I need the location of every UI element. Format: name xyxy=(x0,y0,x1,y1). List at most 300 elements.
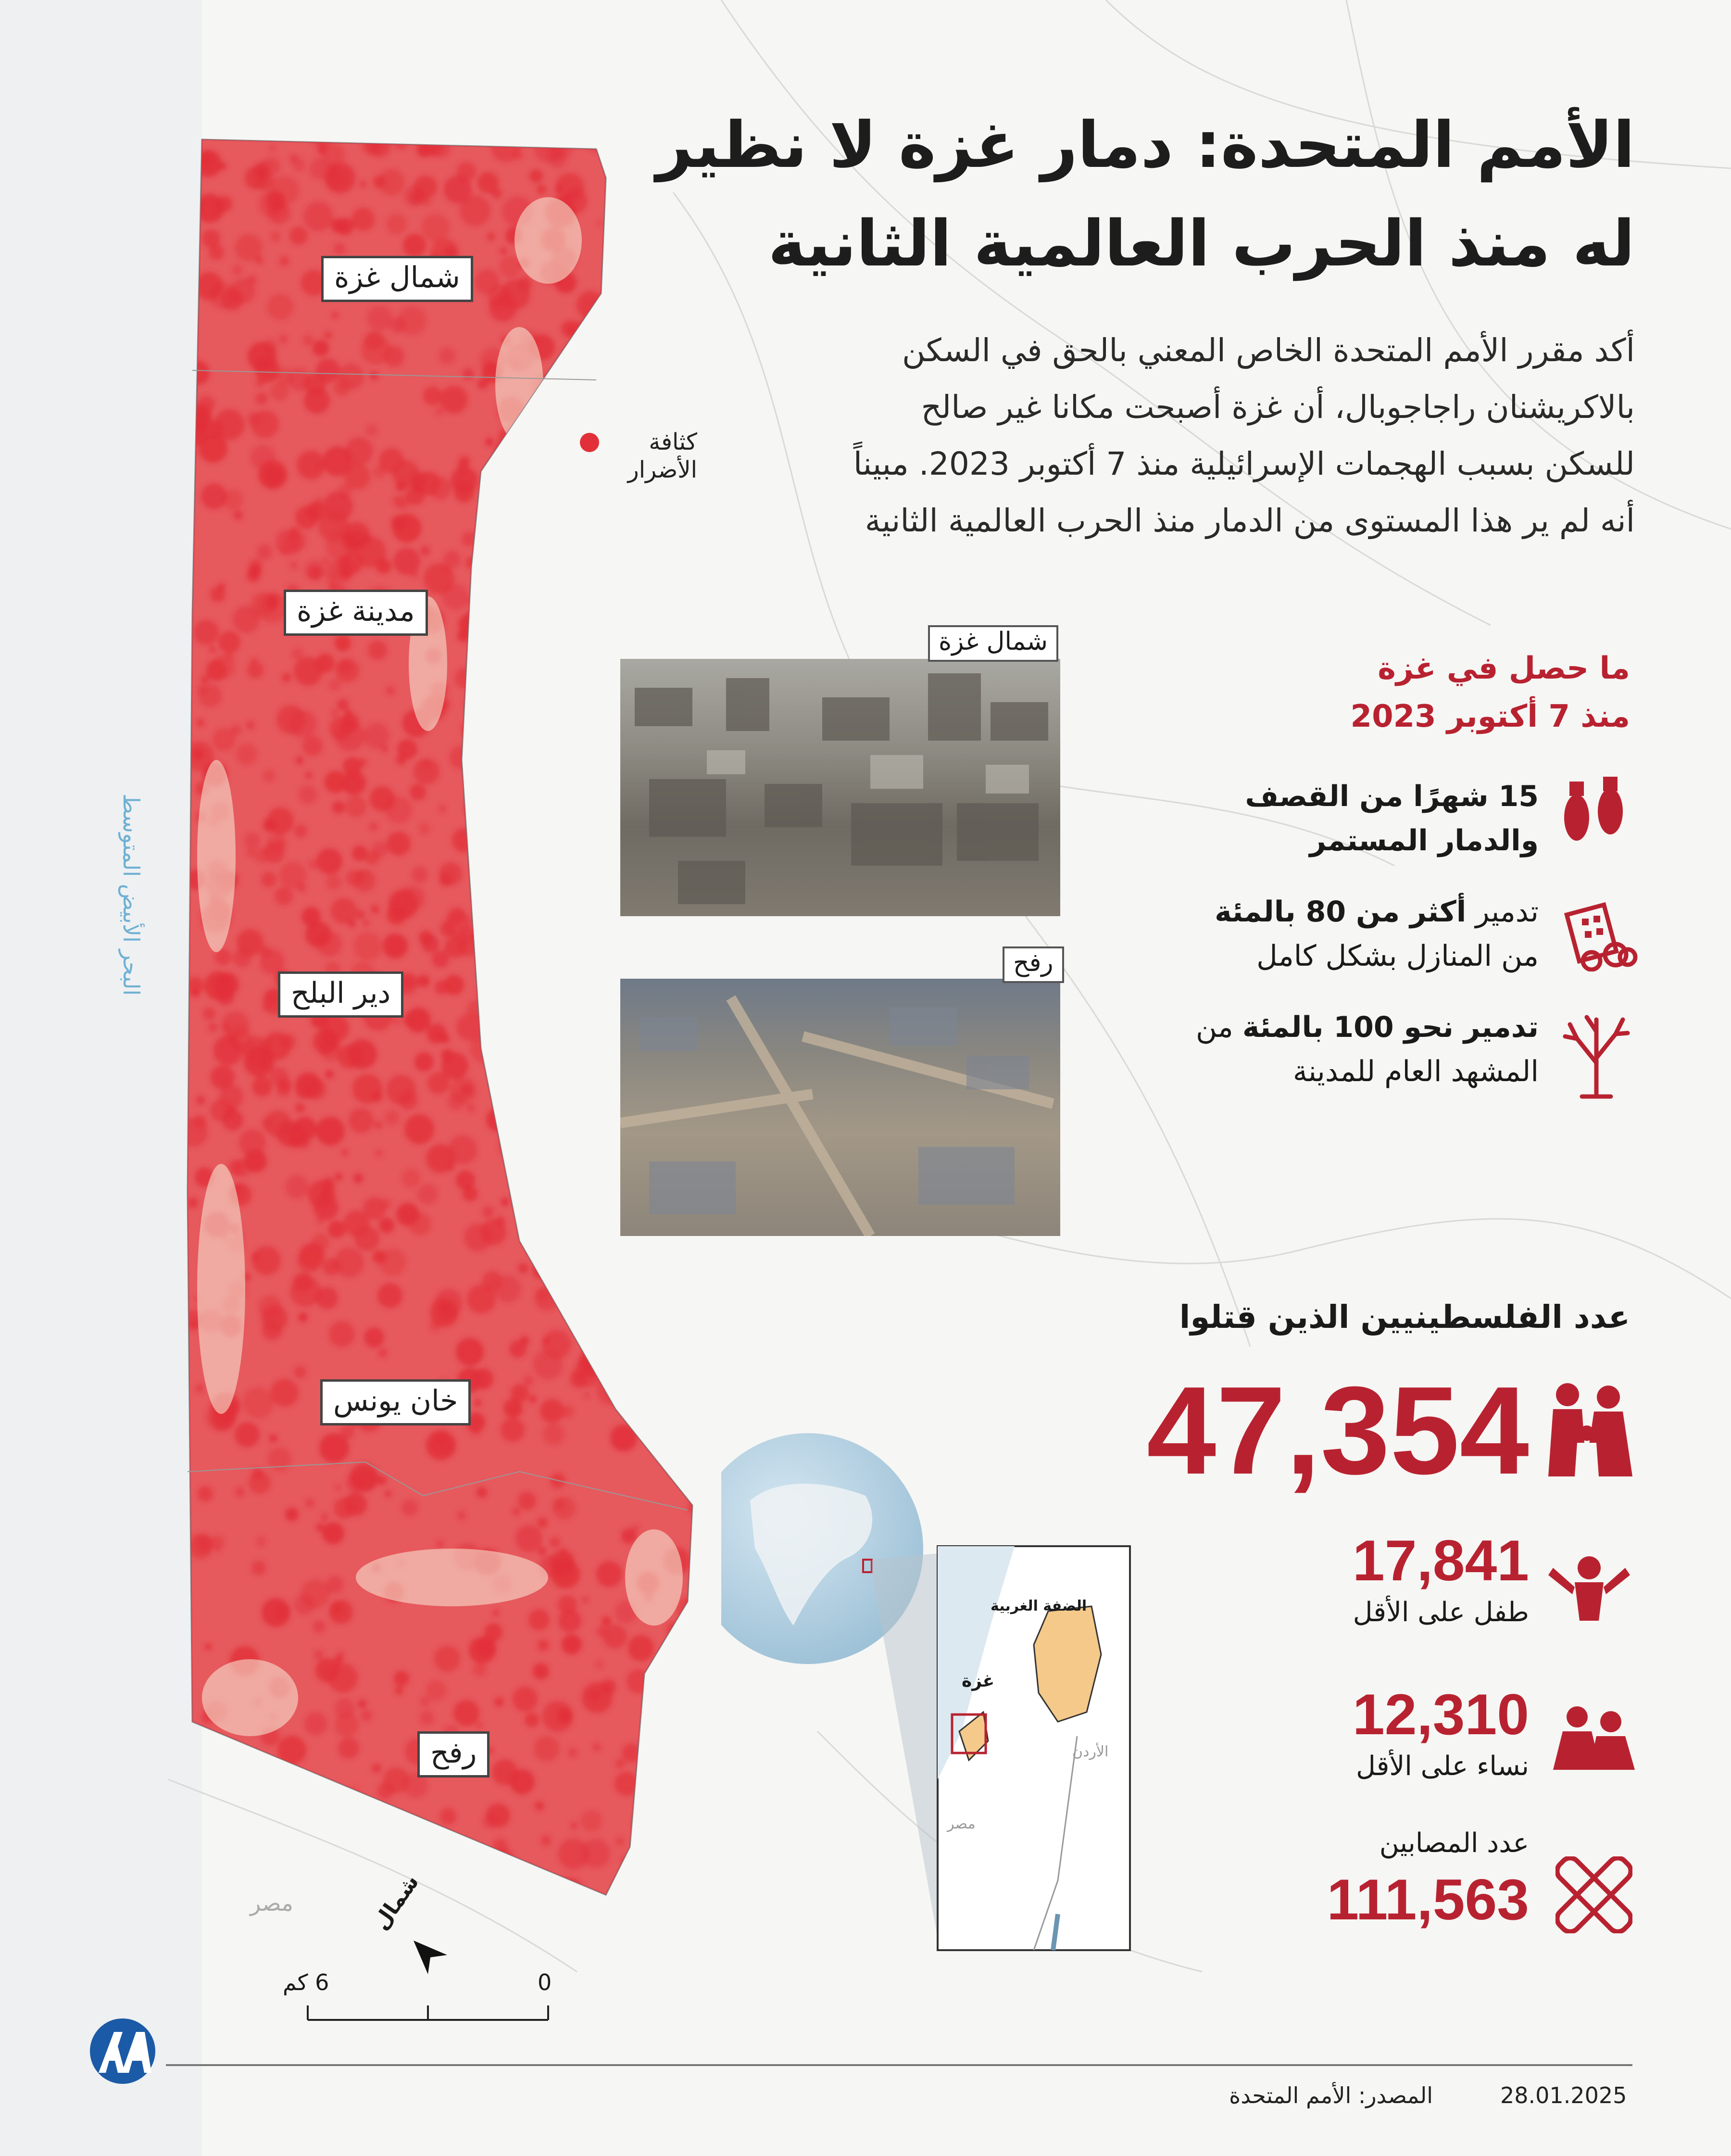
damage-dot xyxy=(335,635,351,651)
inset-egypt-label: مصر xyxy=(947,1816,976,1832)
damage-dot xyxy=(452,828,476,852)
damage-dot xyxy=(211,655,235,679)
damage-dot xyxy=(498,426,523,451)
damage-dot xyxy=(446,1872,462,1887)
damage-dot xyxy=(257,544,272,560)
damage-dot xyxy=(537,457,556,476)
damage-dot xyxy=(485,359,495,369)
damage-dot xyxy=(628,1299,640,1311)
damage-dot xyxy=(529,169,543,183)
damage-dot xyxy=(211,1065,235,1089)
damage-dot xyxy=(341,713,359,731)
damage-dot xyxy=(431,1029,445,1042)
damage-dot xyxy=(549,1551,574,1576)
damage-dot xyxy=(461,1084,473,1096)
damage-dot xyxy=(295,1103,305,1113)
damage-dot xyxy=(394,1671,409,1686)
damage-dot xyxy=(456,1171,475,1190)
damage-dot xyxy=(304,560,325,580)
damage-dot xyxy=(348,1826,364,1842)
damage-dot xyxy=(236,1838,254,1856)
damage-dot xyxy=(369,371,379,380)
damage-dot xyxy=(252,1246,281,1275)
damage-dot xyxy=(215,1546,221,1552)
damage-dot xyxy=(686,1599,693,1605)
damage-dot xyxy=(223,490,243,510)
damage-dot xyxy=(523,1375,534,1386)
damage-dot xyxy=(200,1760,214,1774)
damage-dot xyxy=(328,1221,345,1238)
damage-dot xyxy=(492,1610,499,1616)
damage-dot xyxy=(256,378,264,387)
damage-dot xyxy=(367,306,392,331)
damage-dot xyxy=(221,1780,227,1787)
damage-dot xyxy=(345,796,366,817)
damage-dot xyxy=(422,760,430,768)
damage-dot xyxy=(654,1353,668,1368)
damage-dot xyxy=(553,1233,581,1261)
damage-dot xyxy=(487,232,495,241)
damage-dot xyxy=(211,1749,238,1776)
damage-dot xyxy=(326,1576,343,1593)
damage-dot xyxy=(263,466,285,488)
damage-dot xyxy=(489,294,517,322)
damage-dot xyxy=(518,1263,528,1273)
damage-dot xyxy=(364,723,389,749)
north-arrow-icon xyxy=(409,1933,452,1977)
damage-dot xyxy=(292,648,303,660)
damage-dot xyxy=(192,167,199,174)
damage-dot xyxy=(439,873,452,886)
damage-dot xyxy=(542,442,561,461)
damage-dot xyxy=(478,839,499,860)
landscape-line-1 xyxy=(1154,1005,1539,1049)
damage-dot xyxy=(441,1049,453,1061)
damage-dot xyxy=(319,1433,349,1463)
injured-label: عدد المصابين xyxy=(1379,1828,1529,1859)
damage-dot xyxy=(481,1863,497,1879)
damage-dot xyxy=(422,1877,429,1884)
damage-dot xyxy=(303,335,314,346)
damage-dot xyxy=(404,1830,435,1861)
damage-dot xyxy=(268,1863,295,1890)
damage-dot xyxy=(554,434,564,444)
damage-dot xyxy=(261,1848,281,1868)
damage-dot xyxy=(429,137,451,158)
damage-dot xyxy=(518,1492,536,1510)
damage-dot xyxy=(346,870,362,886)
damage-dot xyxy=(277,1736,306,1765)
landscape-line-1-bold: تدمير نحو 100 بالمئة xyxy=(1242,1010,1539,1044)
damage-dot xyxy=(243,1036,270,1063)
damage-dot xyxy=(364,331,384,350)
damage-dot xyxy=(470,610,486,627)
damage-dot xyxy=(186,1789,202,1805)
damage-dot xyxy=(538,1883,561,1906)
damage-dot xyxy=(279,335,288,343)
damage-dot xyxy=(446,1161,455,1171)
damage-dot xyxy=(561,321,577,337)
intro-paragraph xyxy=(664,322,1635,549)
damage-dot xyxy=(236,744,257,765)
damage-dot xyxy=(383,933,408,958)
damage-dot xyxy=(198,1486,213,1501)
damage-dot xyxy=(677,1597,702,1622)
damage-dot xyxy=(593,1337,612,1355)
damage-dot xyxy=(301,1815,317,1831)
damage-dot xyxy=(490,971,519,999)
damage-dot xyxy=(324,331,332,340)
damage-dot xyxy=(214,409,245,440)
damage-dot xyxy=(304,1712,327,1735)
damage-dot xyxy=(315,1658,339,1682)
damage-dot xyxy=(451,467,478,494)
damage-dot xyxy=(500,247,507,255)
damage-dot xyxy=(261,872,276,887)
damage-dot xyxy=(210,587,226,602)
damage-dot xyxy=(480,1219,506,1245)
damage-dot xyxy=(332,1810,360,1838)
damage-dot xyxy=(406,486,425,505)
damage-dot xyxy=(331,898,357,924)
damage-dot xyxy=(494,1104,510,1120)
damage-dot xyxy=(482,1206,494,1218)
damage-dot xyxy=(205,1643,212,1650)
children-number: 17,841 xyxy=(1352,1528,1529,1593)
damage-dot xyxy=(255,172,275,191)
damage-dot xyxy=(479,669,493,683)
damage-dot xyxy=(216,196,232,212)
scale-bar xyxy=(298,1991,558,2030)
damage-dot xyxy=(196,1096,205,1105)
damage-dot xyxy=(364,1327,384,1348)
region-label-gaza-city: مدينة غزة xyxy=(284,590,428,636)
damage-dot xyxy=(325,560,350,585)
damage-dot xyxy=(615,1837,624,1846)
damage-dot xyxy=(410,191,423,204)
region-label-rafah: رفح xyxy=(417,1731,489,1778)
damage-dot xyxy=(316,1217,324,1224)
damage-dot xyxy=(266,191,285,211)
damage-dot xyxy=(195,272,223,300)
damage-dot xyxy=(485,936,513,964)
damage-dot xyxy=(303,202,333,231)
damage-dot xyxy=(261,1117,275,1130)
damage-dot xyxy=(534,1736,559,1761)
damage-dot xyxy=(377,1783,393,1799)
damage-dot xyxy=(424,563,454,594)
damage-dot xyxy=(504,1094,527,1116)
damage-dot xyxy=(188,1198,198,1208)
damage-dot xyxy=(477,987,487,996)
damage-dot xyxy=(251,1825,261,1834)
damage-dot xyxy=(201,483,227,509)
damage-dot xyxy=(269,144,276,151)
damage-dot xyxy=(346,1874,375,1903)
damage-dot xyxy=(343,1210,369,1236)
damage-dot xyxy=(514,458,521,465)
region-label-deir-al-balah: دير البلح xyxy=(278,971,403,1018)
damage-dot xyxy=(603,1625,627,1649)
damage-dot xyxy=(542,1701,573,1732)
title-line-1: الأمم المتحدة: دمار غزة لا نظير xyxy=(656,108,1635,182)
damage-dot xyxy=(251,1253,259,1261)
damage-dot xyxy=(305,772,312,779)
damage-dot xyxy=(355,1861,362,1868)
damage-dot xyxy=(540,1399,564,1423)
damage-dot xyxy=(308,859,318,869)
damage-dot xyxy=(298,1312,308,1322)
damage-dot xyxy=(285,1508,299,1521)
damage-dot xyxy=(387,832,411,856)
damage-dot xyxy=(542,1337,550,1345)
damage-dot xyxy=(231,725,241,735)
damage-dot xyxy=(486,1108,510,1132)
damage-dot xyxy=(475,269,500,294)
damage-dot xyxy=(537,1517,548,1528)
intro-line-2: بالاكريشنان راجاجوبال، أن غزة أصبحت مكانا غير صالح xyxy=(921,389,1635,426)
damage-dot xyxy=(228,1160,243,1175)
damage-dot xyxy=(353,1173,363,1183)
damage-dot xyxy=(209,646,216,653)
damage-dot xyxy=(568,1748,577,1757)
damage-dot xyxy=(473,606,479,612)
damage-dot xyxy=(511,1384,529,1402)
damage-dot xyxy=(422,1827,448,1853)
scale-zero-label: 0 xyxy=(538,1969,552,1995)
since-heading xyxy=(1250,644,1630,741)
damage-dot xyxy=(195,150,222,177)
damage-dot xyxy=(664,1870,692,1898)
damage-dot xyxy=(610,1425,637,1451)
damage-dot xyxy=(286,1175,309,1198)
damage-dot xyxy=(282,673,291,682)
damage-dot xyxy=(664,1319,673,1329)
damage-dot xyxy=(423,386,442,405)
damage-dot xyxy=(331,218,345,233)
damage-dot xyxy=(561,386,572,396)
damage-dot xyxy=(485,438,494,446)
damage-dot xyxy=(295,1084,311,1099)
damage-dot xyxy=(244,832,261,849)
damage-dot xyxy=(403,234,426,257)
damage-dot xyxy=(322,557,329,565)
damage-dot xyxy=(344,1493,367,1516)
damage-dot xyxy=(314,498,325,508)
damage-dot xyxy=(265,599,278,611)
damage-dot xyxy=(302,736,323,756)
damage-dot xyxy=(262,1305,288,1331)
damage-dot xyxy=(368,641,387,660)
damage-dot xyxy=(251,410,279,438)
damage-dot xyxy=(366,425,377,436)
damage-dot xyxy=(422,214,450,242)
damage-dot xyxy=(422,935,439,953)
damage-dot xyxy=(243,1387,274,1418)
damage-dot xyxy=(325,163,355,193)
damage-dot xyxy=(278,1865,287,1873)
damage-dot xyxy=(457,162,476,181)
damage-dot xyxy=(679,1235,706,1262)
damage-dot xyxy=(453,1700,479,1726)
damage-dot xyxy=(552,395,560,403)
damage-dot xyxy=(297,451,326,479)
damage-dot xyxy=(403,974,417,988)
damage-dot xyxy=(248,564,262,578)
damage-dot xyxy=(358,1700,366,1708)
damage-dot xyxy=(337,1651,345,1659)
damage-dot xyxy=(319,1030,338,1048)
rubble-texture xyxy=(620,659,1060,916)
damage-dot xyxy=(208,1022,218,1032)
homes-line-1-pre: تدمير xyxy=(1466,895,1539,929)
photo-rafah xyxy=(620,979,1060,1236)
damage-dot xyxy=(398,1846,419,1867)
damage-dot xyxy=(444,911,472,939)
source-label: المصدر: الأمم المتحدة xyxy=(1229,2082,1433,2108)
damage-dot xyxy=(313,1620,326,1633)
damage-dot xyxy=(187,1818,200,1832)
family-icon xyxy=(1539,1380,1635,1481)
damage-dot xyxy=(501,1198,509,1206)
damage-dot xyxy=(338,660,351,673)
damage-dot xyxy=(520,1336,529,1346)
damage-dot xyxy=(313,340,329,356)
damage-dot xyxy=(440,1437,454,1451)
damage-dot xyxy=(344,464,370,490)
damage-dot xyxy=(376,1150,382,1157)
damage-dot xyxy=(294,824,307,838)
damage-dot xyxy=(600,1372,609,1381)
damage-dot xyxy=(476,528,489,541)
killed-heading: عدد الفلسطينيين الذين قتلوا xyxy=(1179,1299,1630,1336)
damage-dot xyxy=(345,437,373,465)
damage-dot xyxy=(464,609,488,633)
damage-dot xyxy=(294,1366,306,1378)
damage-dot xyxy=(332,312,339,319)
damage-dot xyxy=(237,929,263,956)
landscape-line-1-post: من xyxy=(1195,1010,1242,1044)
damage-dot xyxy=(393,548,420,575)
damage-dot xyxy=(218,631,240,653)
damage-dot xyxy=(593,1743,601,1751)
damage-dot xyxy=(570,396,577,403)
damage-dot xyxy=(255,392,268,405)
damage-dot xyxy=(596,1661,603,1668)
damage-dot xyxy=(457,1511,466,1520)
inset-gaza-label: غزة xyxy=(962,1671,995,1691)
damage-dot xyxy=(494,1697,504,1707)
damage-dot xyxy=(288,368,311,391)
damage-dot xyxy=(664,1334,677,1347)
since-item-homes xyxy=(1154,890,1539,978)
damage-dot xyxy=(584,1392,590,1399)
damage-dot xyxy=(456,1338,484,1366)
damage-dot xyxy=(660,1352,688,1380)
damage-dot xyxy=(248,342,276,371)
damage-dot xyxy=(547,135,572,159)
damage-dot xyxy=(656,1334,667,1344)
damage-dot xyxy=(582,1597,589,1603)
aa-logo xyxy=(79,2015,166,2087)
homes-line-1 xyxy=(1154,890,1539,934)
damage-dot xyxy=(344,1851,355,1862)
damage-dot xyxy=(293,1273,313,1292)
damage-dot xyxy=(597,220,602,226)
damage-dot xyxy=(448,1135,477,1164)
damage-dot xyxy=(276,530,301,555)
bandage-icon xyxy=(1555,1856,1632,1933)
damage-dot xyxy=(296,756,303,764)
damage-dot xyxy=(332,1861,341,1869)
damage-dot xyxy=(385,1110,399,1125)
damage-dot xyxy=(558,1609,581,1632)
damage-dot xyxy=(202,1783,224,1805)
locator-globe-and-inset xyxy=(721,1424,1154,2010)
damage-dot xyxy=(337,699,349,710)
killed-number: 47,354 xyxy=(1146,1361,1529,1500)
damage-dot xyxy=(558,1252,583,1277)
damage-dot xyxy=(675,1280,689,1295)
damage-dot xyxy=(553,1498,566,1511)
damage-dot xyxy=(419,823,430,834)
damage-dot xyxy=(477,1487,487,1498)
bombs-icon xyxy=(1563,777,1630,863)
damage-dot xyxy=(316,848,342,874)
damage-dot xyxy=(347,1811,370,1834)
damage-dot xyxy=(280,1034,296,1049)
damage-dot xyxy=(197,719,204,727)
damage-dot xyxy=(202,229,220,248)
damage-dot xyxy=(330,1601,344,1615)
damage-dot xyxy=(496,1026,505,1036)
damage-dot xyxy=(471,859,481,869)
damage-dot xyxy=(434,1646,460,1672)
damage-dot xyxy=(511,1878,532,1899)
damage-dot xyxy=(195,1384,204,1393)
damage-dot xyxy=(366,1865,390,1889)
title-line-2: له منذ الحرب العالمية الثانية xyxy=(768,207,1635,281)
damage-dot xyxy=(627,1669,651,1693)
damage-dot xyxy=(189,220,198,229)
damage-dot xyxy=(602,1616,611,1626)
landscape-line-2: المشهد العام للمدينة xyxy=(1292,1055,1539,1088)
since-item-landscape xyxy=(1154,1005,1539,1094)
damage-dot xyxy=(263,770,275,782)
damage-dot xyxy=(318,511,349,542)
damage-dot xyxy=(355,910,365,920)
injured-number: 111,563 xyxy=(1327,1867,1529,1932)
damage-dot xyxy=(562,345,585,368)
damage-dot xyxy=(334,379,350,396)
damage-dot xyxy=(378,1348,388,1358)
damage-dot xyxy=(582,1682,613,1713)
damage-dot xyxy=(363,920,369,926)
photo-label-north-gaza: شمال غزة xyxy=(928,625,1058,662)
damage-dot xyxy=(677,1662,687,1672)
women-label: نساء على الأقل xyxy=(1356,1751,1529,1782)
region-label-khan-younis: خان يونس xyxy=(320,1379,471,1425)
damage-dot xyxy=(321,1513,328,1521)
damage-dot xyxy=(334,1248,364,1277)
photo-north-gaza xyxy=(620,659,1060,916)
damage-dot xyxy=(509,438,520,448)
women-icon xyxy=(1548,1702,1635,1775)
damage-dot xyxy=(410,784,426,800)
damage-dot xyxy=(201,675,209,684)
damage-dot xyxy=(251,1561,266,1575)
damage-dot xyxy=(482,1010,503,1031)
